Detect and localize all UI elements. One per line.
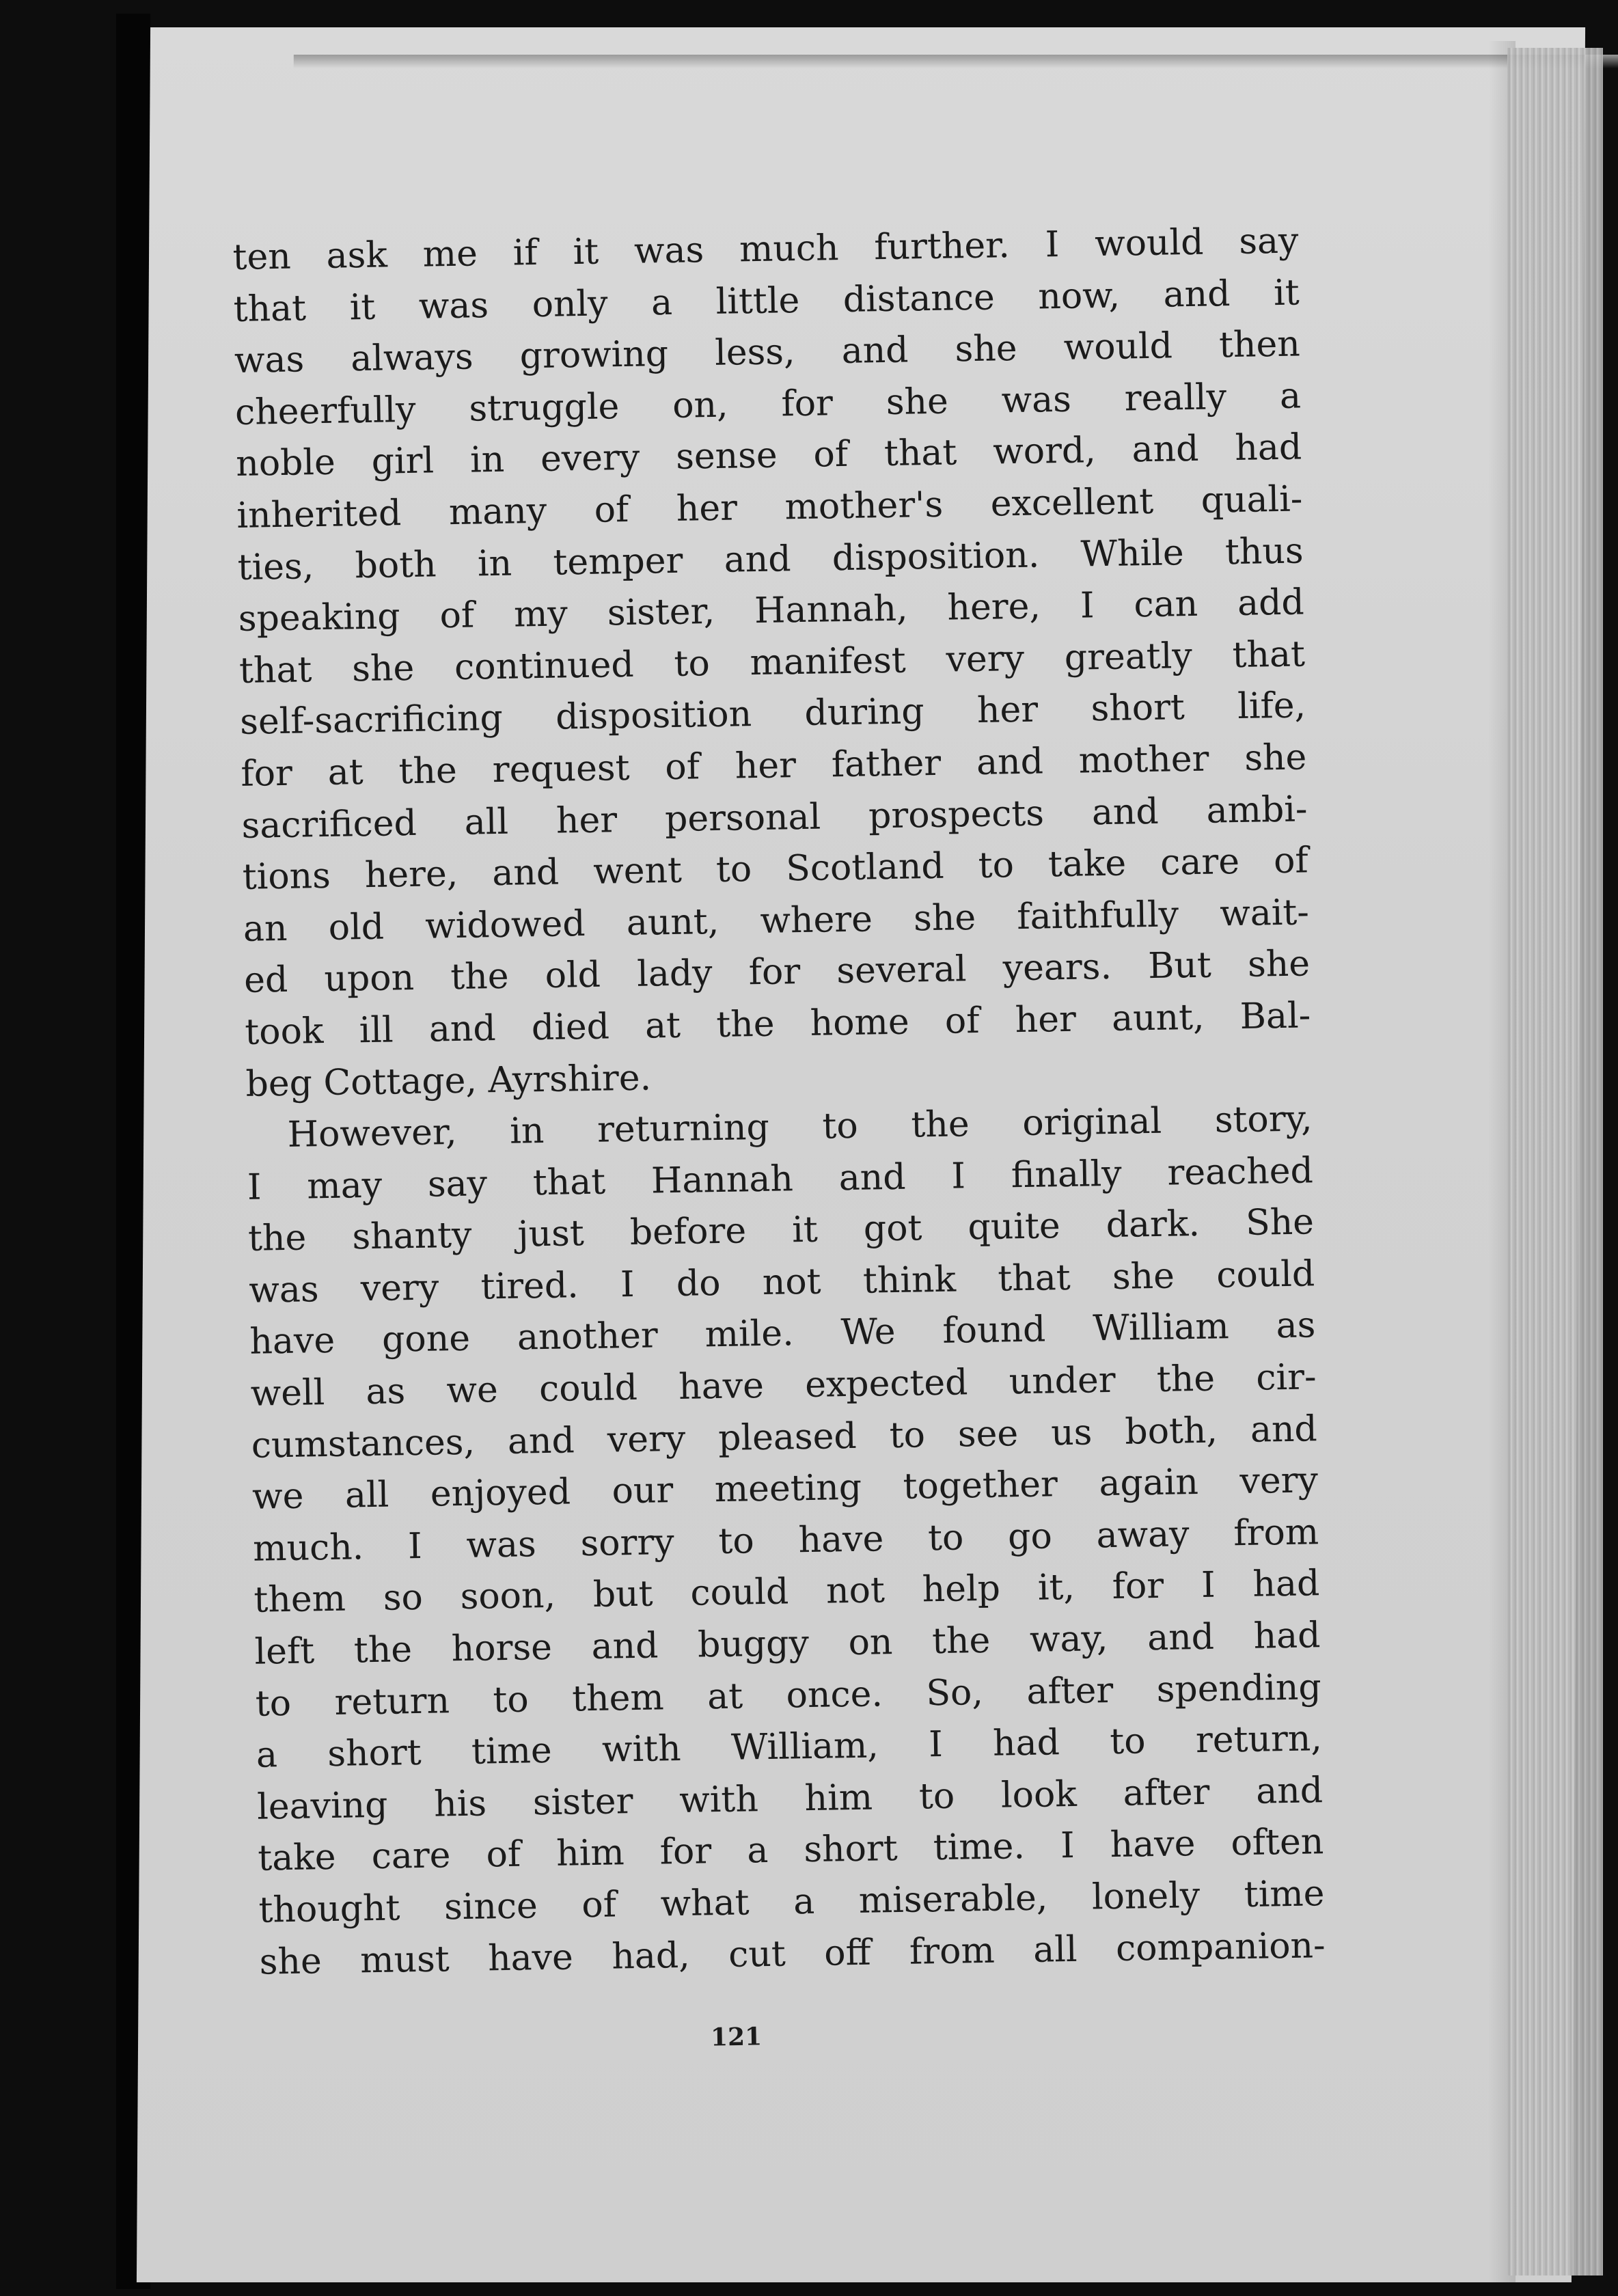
text-line: she must have had, cut off from all companion- xyxy=(259,1924,1326,1983)
text-line: self-sacrificing disposition during her short life, xyxy=(239,685,1306,743)
text-line: much. I was sorry to have to go away from xyxy=(252,1512,1319,1570)
text-line: leaving his sister with him to look after and xyxy=(256,1770,1324,1828)
text-line: well as we could have expected under the cir- xyxy=(250,1356,1317,1414)
text-line: a short time with William, I had to return, xyxy=(256,1718,1323,1776)
text-line: tions here, and went to Scotland to take care of xyxy=(242,840,1309,899)
text-line: take care of him for a short time. I have often xyxy=(257,1821,1324,1880)
page-stack-edge xyxy=(1507,48,1603,2276)
text-line: was very tired. I do not think that she could xyxy=(248,1253,1315,1311)
text-line: an old widowed aunt, where she faithfully wait- xyxy=(243,892,1310,950)
text-line: I may say that Hannah and I finally reached xyxy=(247,1150,1314,1208)
text-line: ed upon the old lady for several years. But she xyxy=(243,943,1311,1002)
body-text xyxy=(232,215,1326,1988)
text-line: we all enjoyed our meeting together again very xyxy=(251,1460,1319,1518)
text-line: was always growing less, and she would then xyxy=(234,323,1301,382)
text-line: for at the request of her father and mother she xyxy=(240,737,1307,795)
text-line: have gone another mile. We found William as xyxy=(249,1304,1316,1363)
page-top-edge xyxy=(294,55,1618,68)
text-line: to return to them at once. So, after spending xyxy=(255,1666,1322,1725)
text-line: that she continued to manifest very greatly that xyxy=(238,633,1306,692)
text-line: inherited many of her mother's excellent quali- xyxy=(236,478,1303,536)
text-line: beg Cottage, Ayrshire. xyxy=(245,1057,652,1105)
text-line: However, in returning to the original story, xyxy=(287,1098,1313,1156)
text-line: thought since of what a miserable, lonely time xyxy=(258,1873,1325,1931)
text-line: ties, both in temper and disposition. While thus xyxy=(237,530,1304,588)
text-line: cumstances, and very pleased to see us both, and xyxy=(251,1408,1318,1466)
text-line: left the horse and buggy on the way, and had xyxy=(254,1615,1321,1673)
text-line: sacrificed all her personal prospects and ambi- xyxy=(241,788,1308,847)
text-line: noble girl in every sense of that word, and had xyxy=(235,426,1302,485)
page-number: 121 xyxy=(710,2022,763,2052)
text-line: speaking of my sister, Hannah, here, I can add xyxy=(238,582,1305,640)
text-line: that it was only a little distance now, and it xyxy=(233,272,1300,330)
text-line: cheerfully struggle on, for she was really a xyxy=(234,375,1302,433)
text-line: ten ask me if it was much further. I would say xyxy=(232,220,1299,278)
text-line: them so soon, but could not help it, for I had xyxy=(253,1563,1320,1622)
text-line: took ill and died at the home of her aunt, Bal- xyxy=(244,995,1311,1053)
text-line: the shanty just before it got quite dark. She xyxy=(247,1201,1315,1260)
